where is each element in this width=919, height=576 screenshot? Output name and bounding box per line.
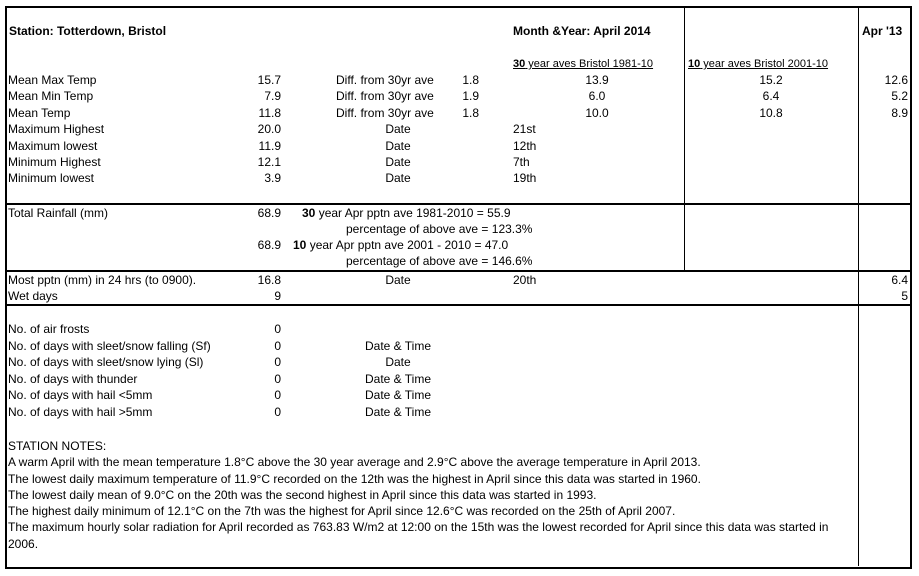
border-top [5,6,912,8]
prev-year-title: Apr '13 [862,24,903,38]
ave30-value: 10.0 [585,106,609,120]
prev-value: 8.9 [891,106,908,120]
notes-line: The lowest daily maximum temperature of 11.9°C recorded on the 12th was the highest in April since this data was started in 1960. [8,471,701,486]
count-value: 0 [274,339,281,353]
ave30-heading-text: year aves Bristol 1981-10 [525,58,654,70]
ave30-value: 6.0 [588,89,606,103]
ave10-value: 10.8 [759,106,783,120]
diff-label: Diff. from 30yr ave [336,73,434,87]
temp-label: Mean Min Temp [8,89,94,103]
extreme-label: Maximum lowest [8,139,98,153]
pptn-prev: 5 [901,289,908,303]
diff-label: Diff. from 30yr ave [336,89,434,103]
border-right [910,6,912,569]
diff-value: 1.9 [462,89,479,103]
rainfall-value-30yr: 68.9 [257,206,281,220]
count-value: 0 [274,388,281,402]
extreme-date-label: Date [385,171,411,185]
extreme-value: 12.1 [257,155,281,169]
diff-value: 1.8 [462,106,479,120]
extreme-value: 20.0 [257,122,281,136]
diff-value: 1.8 [462,73,479,87]
divider-pptn-top [5,270,912,272]
count-value: 0 [274,372,281,386]
pptn-label: Wet days [8,289,58,303]
count-label: No. of days with sleet/snow lying (Sl) [8,355,204,369]
rainfall-label: Total Rainfall (mm) [8,206,109,220]
extreme-value: 3.9 [264,171,281,185]
rainfall-pct-10yr: percentage of above ave = 146.6% [346,254,533,268]
extreme-label: Minimum lowest [8,171,95,185]
pptn-value: 9 [274,289,281,303]
rainfall-ave10 [293,238,508,252]
ave30-value: 13.9 [585,73,609,87]
prev-value: 5.2 [891,89,908,103]
border-bottom [5,567,912,569]
station-title: Station: Totterdown, Bristol [9,24,167,38]
extreme-date: 7th [513,155,530,169]
notes-title: STATION NOTES: [8,439,107,453]
ave10-heading-number: 10 [688,58,701,70]
ave10-value: 6.4 [762,89,780,103]
rainfall-ave10-number: 10 [293,238,307,252]
temp-value: 15.7 [257,73,281,87]
temp-label: Mean Temp [8,106,71,120]
pptn-label: Most pptn (mm) in 24 hrs (to 0900). [8,273,197,287]
divider-rainfall-top [5,203,912,205]
rainfall-value-10yr: 68.9 [257,238,281,252]
station-notes [8,438,860,552]
notes-line: The highest daily minimum of 12.1°C on the 7th was the highest for April since 12.6°C was recorded on the 25th of April 2007. [8,504,676,519]
extreme-date-label: Date [385,122,411,136]
temp-value: 11.8 [258,106,281,120]
pptn-prev: 6.4 [891,273,908,287]
extreme-label: Minimum Highest [8,155,101,169]
rainfall-ave10-text: year Apr pptn ave 2001 - 2010 = 47.0 [306,238,509,252]
extreme-date-label: Date [385,139,411,153]
count-label: No. of air frosts [8,322,90,336]
rainfall-ave30-number: 30 [302,206,316,220]
pptn-date-label: Date [385,273,411,287]
diff-label: Diff. from 30yr ave [336,106,434,120]
prev-value: 12.6 [884,73,908,87]
divider-col-10yr [684,6,685,272]
ave10-value: 15.2 [759,73,783,87]
count-value: 0 [274,322,281,336]
ave10-heading [688,57,828,71]
count-label: No. of days with hail <5mm [8,388,153,402]
notes-line: The maximum hourly solar radiation for April recorded as 763.83 W/m2 at 12:00 on the 15th was the lowest recorded for April since this data was started in 2006. [8,520,829,551]
ave10-heading-text: year aves Bristol 2001-10 [700,58,829,70]
rainfall-pct-30yr: percentage of above ave = 123.3% [346,222,533,236]
count-extra: Date & Time [364,405,432,419]
month-year-title: Month &Year: April 2014 [513,24,651,38]
border-left [5,6,7,569]
count-label: No. of days with thunder [8,372,138,386]
extreme-label: Maximum Highest [8,122,105,136]
pptn-date: 20th [513,273,537,287]
count-extra: Date & Time [364,388,432,402]
count-label: No. of days with hail >5mm [8,405,153,419]
divider-counts-top [5,304,912,306]
extreme-date: 12th [513,139,537,153]
count-extra: Date & Time [364,339,432,353]
temp-value: 7.9 [264,89,281,103]
notes-line: A warm April with the mean temperature 1.8°C above the 30 year average and 2.9°C above the average temperature in April 2013. [8,455,701,470]
extreme-value: 11.9 [258,139,281,153]
count-extra: Date & Time [364,372,432,386]
notes-line: The lowest daily mean of 9.0°C on the 20th was the second highest in April since this data was started in 1993. [8,487,597,502]
count-value: 0 [274,405,281,419]
extreme-date: 21st [513,122,536,136]
count-extra: Date [385,355,411,369]
pptn-value: 16.8 [257,273,281,287]
rainfall-ave30-text: year Apr pptn ave 1981-2010 = 55.9 [315,206,511,220]
ave30-heading [513,57,653,71]
extreme-date-label: Date [385,155,411,169]
rainfall-ave30 [302,206,511,220]
count-value: 0 [274,355,281,369]
ave30-heading-number: 30 [513,58,526,70]
count-label: No. of days with sleet/snow falling (Sf) [8,339,211,353]
extreme-date: 19th [513,171,537,185]
temp-label: Mean Max Temp [8,73,97,87]
